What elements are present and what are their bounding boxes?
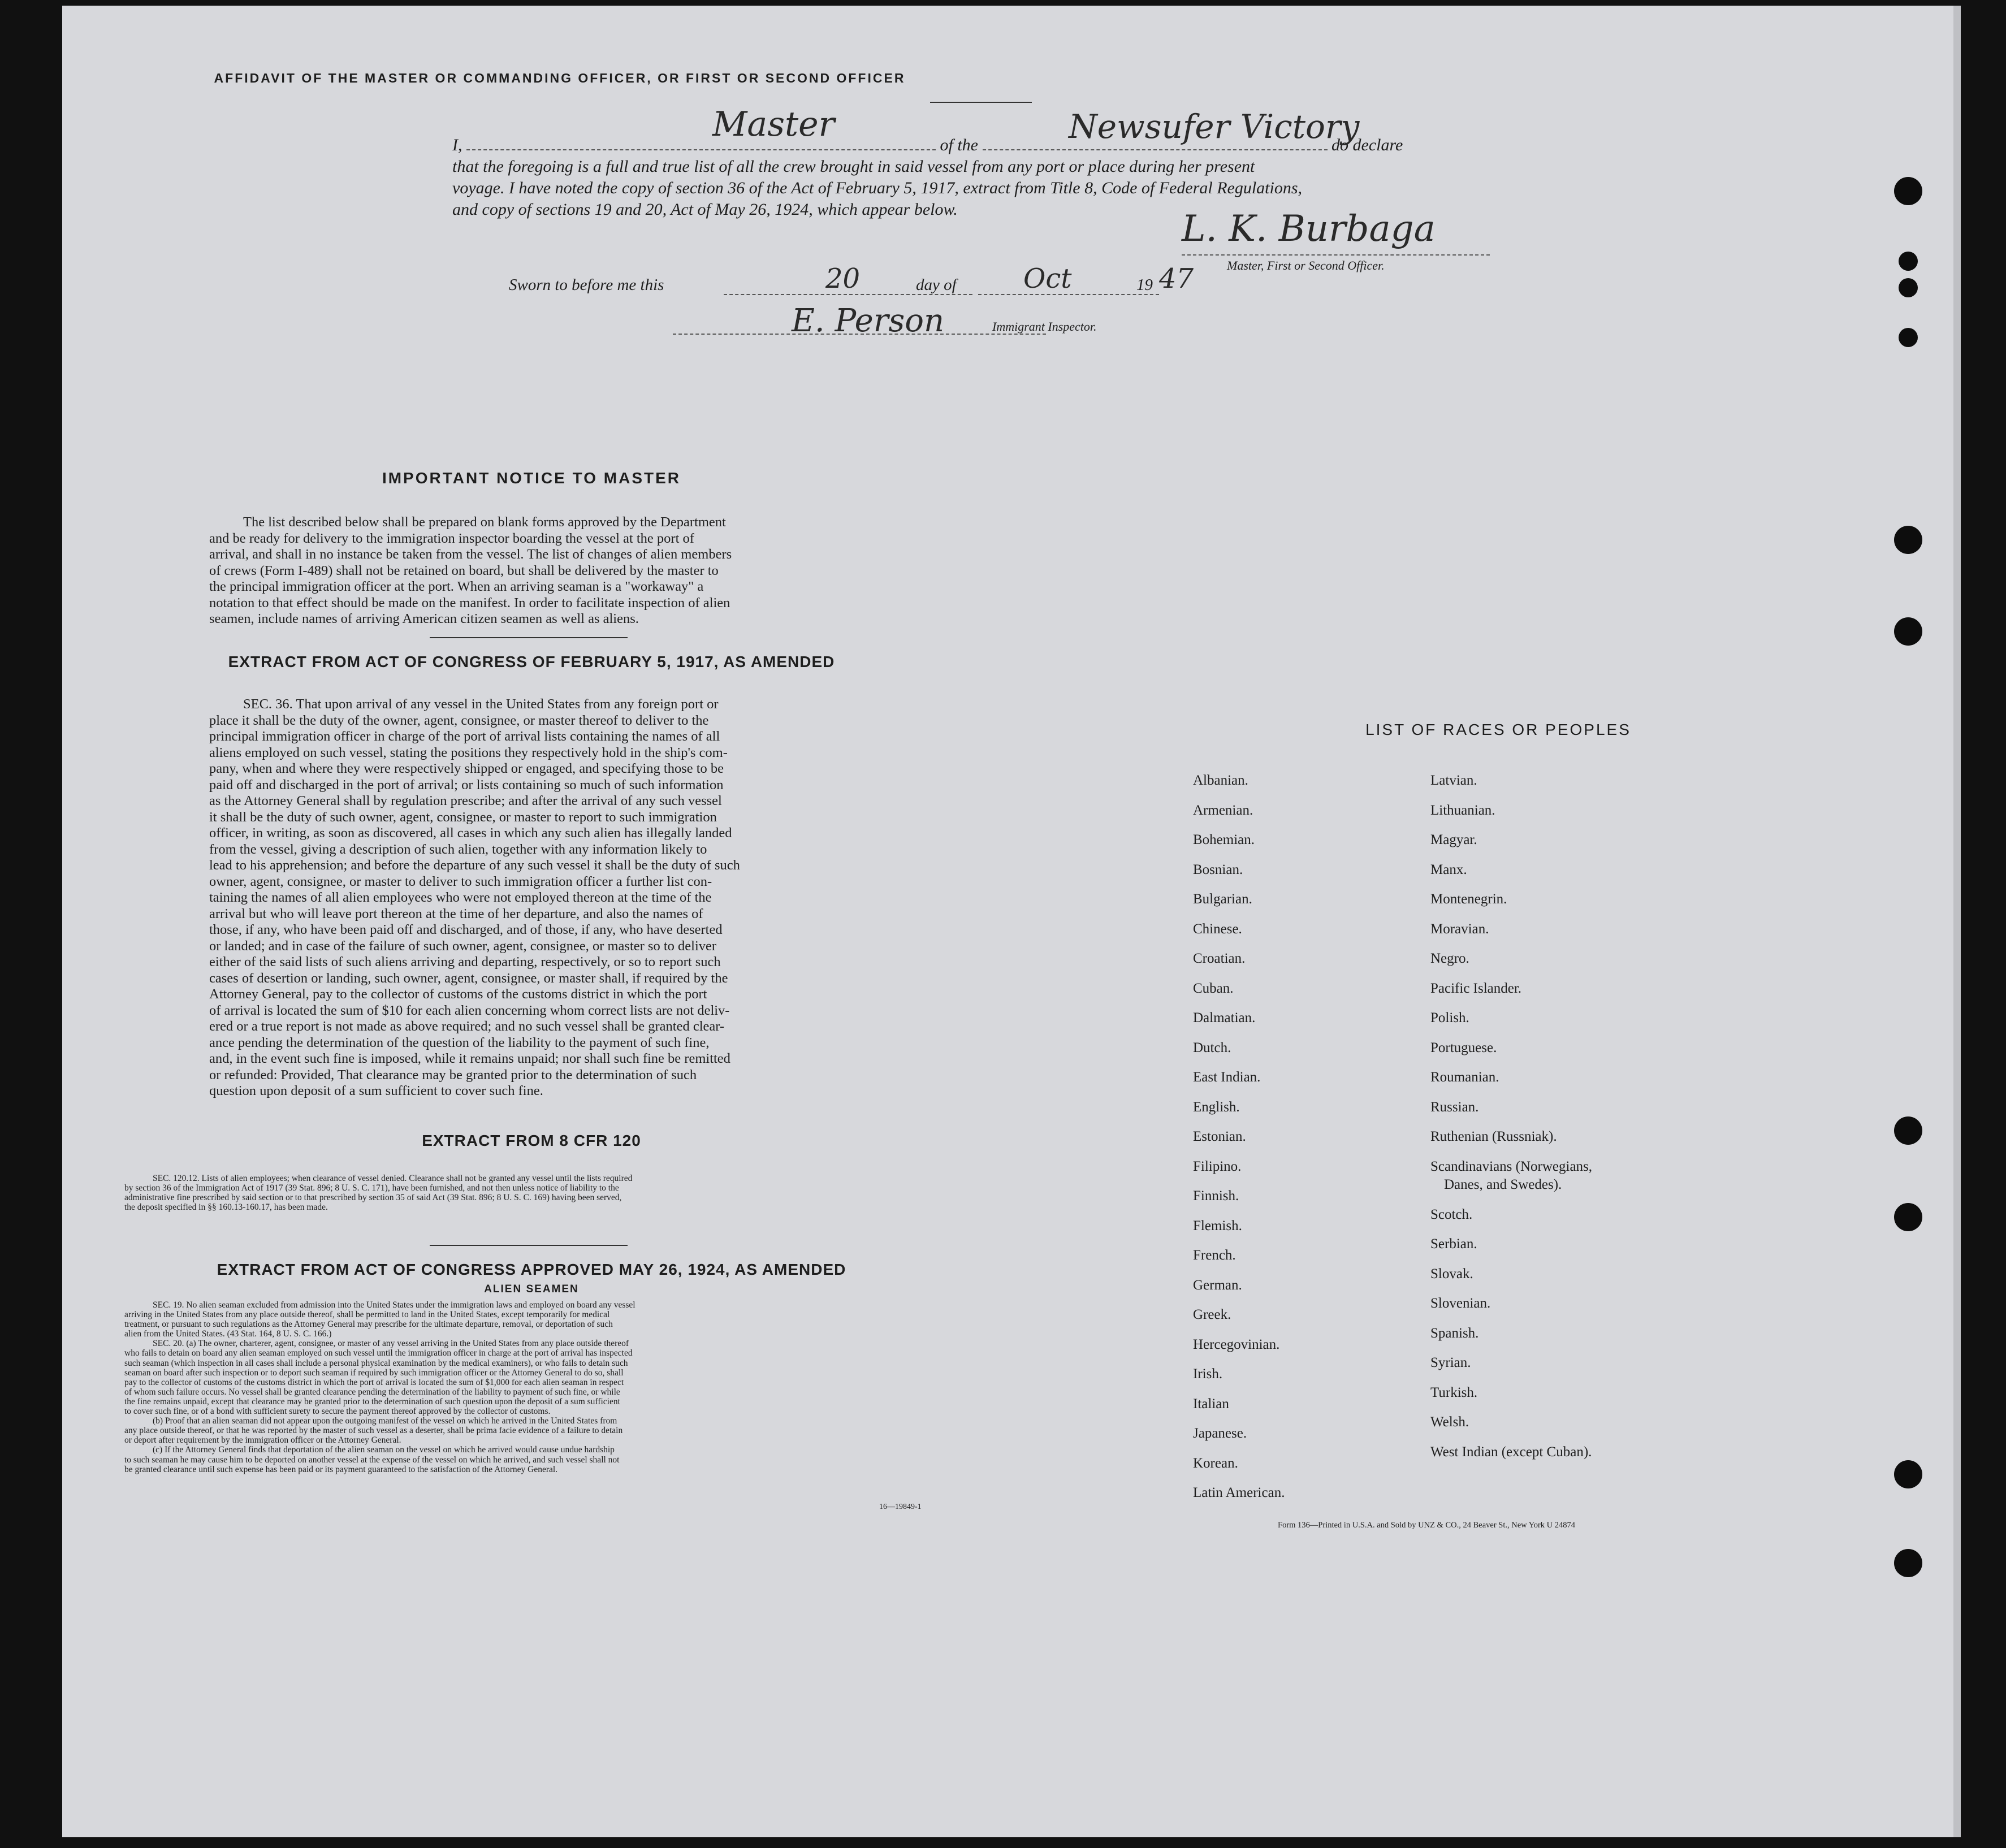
race-item: Montenegrin.: [1430, 891, 1507, 907]
inspector-signature: E. Person: [792, 302, 945, 339]
race-item: Slovenian.: [1430, 1296, 1491, 1311]
race-item: Italian: [1193, 1396, 1229, 1412]
page-edge: [1953, 6, 1961, 1837]
day-of-label: day of: [916, 276, 957, 294]
statute-line: (c) If the Attorney General finds that deportation of the alien seaman on the vessel on which he arrived would cause undue hardship: [153, 1445, 615, 1455]
handwritten-name: Master: [712, 105, 835, 144]
race-item: French.: [1193, 1248, 1236, 1263]
name-blank: [466, 138, 936, 150]
race-item: Roumanian.: [1430, 1070, 1499, 1085]
races-heading: LIST OF RACES OR PEOPLES: [1365, 721, 1631, 738]
extract-1917-text: [209, 696, 848, 1100]
race-item: Serbian.: [1430, 1236, 1477, 1252]
statute-line: SEC. 19. No alien seaman excluded from admission into the United States under the immigration laws and employed on board any vessel: [153, 1300, 635, 1310]
punch-hole: [1894, 526, 1922, 554]
statute-line: be granted clearance until such expense has been paid or its payment guaranteed to the satisfaction of the Attorney General.: [124, 1464, 558, 1474]
year-prefix: 19: [1136, 276, 1153, 294]
statute-line: of whom such failure occurs. No vessel shall be granted clearance pending the determination of the liability to payment of such fine, or while: [124, 1387, 620, 1397]
race-item: Chinese.: [1193, 921, 1242, 937]
cfr-line: the deposit specified in §§ 160.13-160.17, has been made.: [124, 1202, 328, 1212]
declaration-line-1: [452, 135, 1572, 156]
of-the-label: of the: [940, 136, 978, 154]
statute-line: alien from the United States. (43 Stat. 164, 8 U. S. C. 166.): [124, 1329, 332, 1339]
statute-line: SEC. 36. That upon arrival of any vessel in the United States from any foreign port or: [243, 696, 719, 712]
race-item: Bosnian.: [1193, 862, 1243, 877]
i-label: I,: [452, 136, 462, 154]
statute-line: or deport after requirement by the immigration officer or the Attorney General.: [124, 1435, 401, 1445]
statute-line: or refunded: Provided, That clearance may be granted prior to the determination of such: [209, 1067, 697, 1083]
race-item: Magyar.: [1430, 832, 1477, 847]
notice-line: arrival, and shall in no instance be taken from the vessel. The list of changes of alien members: [209, 547, 732, 562]
document-page: [62, 6, 1961, 1837]
notice-line: of crews (Form I-489) shall not be retained on board, but shall be delivered by the master to: [209, 562, 719, 578]
printer-imprint: Form 136—Printed in U.S.A. and Sold by UNZ & CO., 24 Beaver St., New York U 24874: [1278, 1521, 1576, 1530]
race-item: Pacific Islander.: [1430, 980, 1522, 996]
punch-hole: [1899, 328, 1918, 347]
race-item: Armenian.: [1193, 802, 1253, 818]
sworn-label: Sworn to before me this: [509, 276, 664, 294]
race-item: Korean.: [1193, 1455, 1238, 1471]
master-signature: L. K. Burbaga: [1182, 208, 1436, 250]
race-item: Russian.: [1430, 1099, 1479, 1115]
statute-line: as the Attorney General shall by regulation prescribe; and after the arrival of any such vessel: [209, 793, 722, 808]
race-item: Finnish.: [1193, 1188, 1239, 1204]
statute-line: any place outside thereof, or that he was reported by the master of such vessel as a deserter, shall be prima facie evidence of a failure to detain: [124, 1426, 623, 1436]
race-item: Greek.: [1193, 1307, 1231, 1322]
punch-hole: [1894, 1549, 1922, 1577]
race-item: Lithuanian.: [1430, 802, 1495, 818]
race-item: Latin American.: [1193, 1485, 1285, 1500]
statute-line: lead to his apprehension; and before the departure of any such vessel it shall be the duty of such: [209, 858, 740, 873]
notice-text: [209, 514, 848, 627]
statute-line: principal immigration officer in charge of the port of arrival lists containing the names of all: [209, 729, 720, 744]
punch-hole: [1899, 252, 1918, 271]
race-item: German.: [1193, 1277, 1242, 1293]
statute-line: arrival but who will leave port thereon at the time of her departure, and also the names of: [209, 906, 703, 921]
statute-line: to such seaman he may cause him to be deported on another vessel at the expense of the vessel on which he arrived, and such vessel shall not: [124, 1455, 620, 1465]
notice-line: the principal immigration officer at the port. When an arriving seaman is a "workaway" a: [209, 579, 704, 594]
statute-line: taining the names of all alien employees who were not employed thereon at the time of the: [209, 890, 712, 905]
punch-hole: [1899, 278, 1918, 297]
race-item: Flemish.: [1193, 1218, 1242, 1234]
statute-line: of arrival is located the sum of $10 for each alien concerning whom correct lists are not deliv-: [209, 1002, 730, 1018]
declaration-line-2: that the foregoing is a full and true list of all the crew brought in said vessel from any port or place during her present: [452, 157, 1255, 176]
statute-line: aliens employed on such vessel, stating the positions they respectively hold in the ship's com-: [209, 745, 728, 760]
handwritten-day: 20: [825, 263, 861, 295]
statute-line: pany, when and where they were respectively shipped or engaged, and specifying those to be: [209, 761, 724, 776]
cfr-line: SEC. 120.12. Lists of alien employees; when clearance of vessel denied. Clearance shall not be granted any vessel until the lists required: [153, 1174, 633, 1183]
statute-line: the fine remains unpaid, except that clearance may be granted prior to the determination of such question upon the deposit of a sum sufficient: [124, 1396, 620, 1406]
statute-line: place it shall be the duty of the owner, agent, consignee, or master thereof to deliver to the: [209, 712, 709, 728]
statute-line: pay to the collector of customs of the customs district in which the port of arrival is located the sum of $1,000 for each alien seaman in respect: [124, 1377, 624, 1387]
extract-1917-heading: EXTRACT FROM ACT OF CONGRESS OF FEBRUARY 5, 1917, AS AMENDED: [228, 653, 835, 670]
race-item: Dalmatian.: [1193, 1010, 1256, 1025]
race-item: Syrian.: [1430, 1355, 1471, 1370]
notice-line: The list described below shall be prepared on blank forms approved by the Department: [243, 514, 726, 530]
statute-line: officer, in writing, as soon as discovered, all cases in which any such alien has illegally landed: [209, 825, 732, 841]
race-item: Cuban.: [1193, 980, 1234, 996]
punch-hole: [1894, 1203, 1922, 1231]
race-item: Croatian.: [1193, 951, 1246, 966]
race-item: Ruthenian (Russniak).: [1430, 1129, 1557, 1144]
statute-line: either of the said lists of such aliens arriving and departing, respectively, or so to report such: [209, 954, 721, 970]
extract-1924-text: [124, 1300, 1001, 1474]
race-item: Moravian.: [1430, 921, 1489, 937]
handwritten-month: Oct: [1023, 263, 1072, 295]
statute-line: or landed; and in case of the failure of such owner, agent, consignee, or master so to deliver: [209, 938, 717, 954]
divider: [930, 102, 1032, 103]
race-item: Scotch.: [1430, 1206, 1473, 1222]
statute-line: cases of desertion or landing, such owner, agent, consignee, or master shall, if required by the: [209, 970, 728, 986]
declaration-line-3: voyage. I have noted the copy of section 36 of the Act of February 5, 1917, extract from Title 8, Code of Federal Regulations,: [452, 179, 1303, 197]
race-item: Albanian.: [1193, 773, 1248, 788]
statute-line: to cover such fine, or of a bond with sufficient surety to secure the payment thereof approved by the collector of customs.: [124, 1406, 551, 1417]
declaration-line-4: and copy of sections 19 and 20, Act of May 26, 1924, which appear below.: [452, 200, 958, 219]
statute-line: treatment, or pursuant to such regulations as the Attorney General may prescribe for the ultimate departure, removal, or deportation of such: [124, 1319, 613, 1330]
race-item: Bulgarian.: [1193, 891, 1252, 907]
divider: [430, 1245, 628, 1246]
notice-heading: IMPORTANT NOTICE TO MASTER: [382, 469, 681, 487]
race-item: Spanish.: [1430, 1325, 1479, 1341]
statute-line: those, if any, who have been paid off and discharged, and of those, if any, who have deserted: [209, 922, 723, 937]
race-item: Filipino.: [1193, 1158, 1242, 1174]
statute-line: (b) Proof that an alien seaman did not appear upon the outgoing manifest of the vessel on which he arrived in the United States from: [153, 1416, 617, 1426]
inspector-label: Immigrant Inspector.: [992, 319, 1097, 334]
race-item: Irish.: [1193, 1366, 1223, 1382]
statute-line: from the vessel, giving a description of such alien, together with any information likely to: [209, 841, 707, 857]
race-item: Bohemian.: [1193, 832, 1255, 847]
race-item: Portuguese.: [1430, 1040, 1497, 1055]
alien-seamen-subheading: ALIEN SEAMEN: [484, 1283, 579, 1295]
race-item: Manx.: [1430, 862, 1467, 877]
race-item: Welsh.: [1430, 1414, 1469, 1430]
punch-hole: [1894, 177, 1922, 205]
notice-line: notation to that effect should be made on the manifest. In order to facilitate inspection of alien: [209, 595, 730, 611]
statute-line: arriving in the United States from any place outside thereof, shall be permitted to land in the United States, except temporarily for medical: [124, 1310, 610, 1320]
race-item: Estonian.: [1193, 1129, 1246, 1144]
race-item: Latvian.: [1430, 773, 1477, 788]
statute-line: Attorney General, pay to the collector of customs of the customs district in which the port: [209, 986, 707, 1002]
extract-1924-heading: EXTRACT FROM ACT OF CONGRESS APPROVED MAY 26, 1924, AS AMENDED: [217, 1261, 846, 1278]
race-item: West Indian (except Cuban).: [1430, 1444, 1592, 1460]
race-item: Scandinavians (Norwegians,: [1430, 1158, 1593, 1174]
statute-line: ered or a true report is not made as above required; and no such vessel shall be granted clear-: [209, 1019, 725, 1034]
punch-hole: [1894, 617, 1922, 646]
race-item: Danes, and Swedes).: [1444, 1177, 1562, 1192]
statute-line: ance pending the determination of the question of the liability to the payment of such fine,: [209, 1035, 710, 1050]
race-item: Polish.: [1430, 1010, 1469, 1025]
race-item: Dutch.: [1193, 1040, 1231, 1055]
handwritten-vessel: Newsufer Victory: [1069, 107, 1360, 146]
statute-line: paid off and discharged in the port of arrival; or lists containing so much of such information: [209, 777, 724, 793]
signature-line: [1182, 254, 1490, 256]
punch-hole: [1894, 1116, 1922, 1145]
race-item: Hercegovinian.: [1193, 1336, 1280, 1352]
race-item: East Indian.: [1193, 1070, 1261, 1085]
notice-line: and be ready for delivery to the immigration inspector boarding the vessel at the port of: [209, 530, 694, 546]
race-item: Slovak.: [1430, 1266, 1473, 1282]
affidavit-title: AFFIDAVIT OF THE MASTER OR COMMANDING OFFICER, OR FIRST OR SECOND OFFICER: [214, 71, 906, 85]
officer-label: Master, First or Second Officer.: [1227, 258, 1385, 272]
cfr-line: administrative fine prescribed by said section or to that prescribed by section 35 of said Act (39 Stat. 896; 8 U. S. C. 169) having been served,: [124, 1193, 622, 1202]
punch-hole: [1894, 1460, 1922, 1488]
cfr-line: by section 36 of the Immigration Act of 1917 (39 Stat. 896; 8 U. S. C. 171), have been furnished, and not then unless notice of liability to the: [124, 1183, 619, 1193]
divider: [430, 637, 628, 638]
do-declare-label: do declare: [1331, 136, 1403, 154]
race-item: Turkish.: [1430, 1384, 1478, 1400]
statute-line: owner, agent, consignee, or master to deliver to such immigration officer a further list con-: [209, 873, 712, 889]
statute-line: SEC. 20. (a) The owner, charterer, agent, consignee, or master of any vessel arriving in the United States from any place outside thereof: [153, 1339, 629, 1349]
race-item: Negro.: [1430, 951, 1469, 966]
statute-line: who fails to detain on board any alien seaman employed on such vessel until the immigration officer in charge at the port of arrival has inspected: [124, 1348, 633, 1358]
notice-line: seamen, include names of arriving American citizen seamen as well as aliens.: [209, 611, 639, 626]
handwritten-year: 47: [1159, 263, 1194, 295]
statute-line: question upon deposit of a sum sufficient to cover such fine.: [209, 1083, 543, 1098]
statute-line: such seaman (which inspection in all cases shall include a personal physical examination by the medical examiners), or who fails to detain such: [124, 1358, 628, 1368]
race-item: Japanese.: [1193, 1426, 1247, 1441]
statute-line: it shall be the duty of such owner, agent, consignee, or master to report to such immigration: [209, 809, 717, 825]
extract-cfr-heading: EXTRACT FROM 8 CFR 120: [422, 1132, 641, 1149]
extract-cfr-text: [124, 1174, 1001, 1212]
race-item: English.: [1193, 1099, 1240, 1115]
form-code: 16—19849-1: [879, 1503, 922, 1511]
statute-line: seaman on board after such inspection or to deport such seaman if required by such immigration officer or the Attorney General to do so, shall: [124, 1367, 624, 1378]
statute-line: and, in the event such fine is imposed, while it remains unpaid; nor shall such fine be remitted: [209, 1051, 730, 1066]
